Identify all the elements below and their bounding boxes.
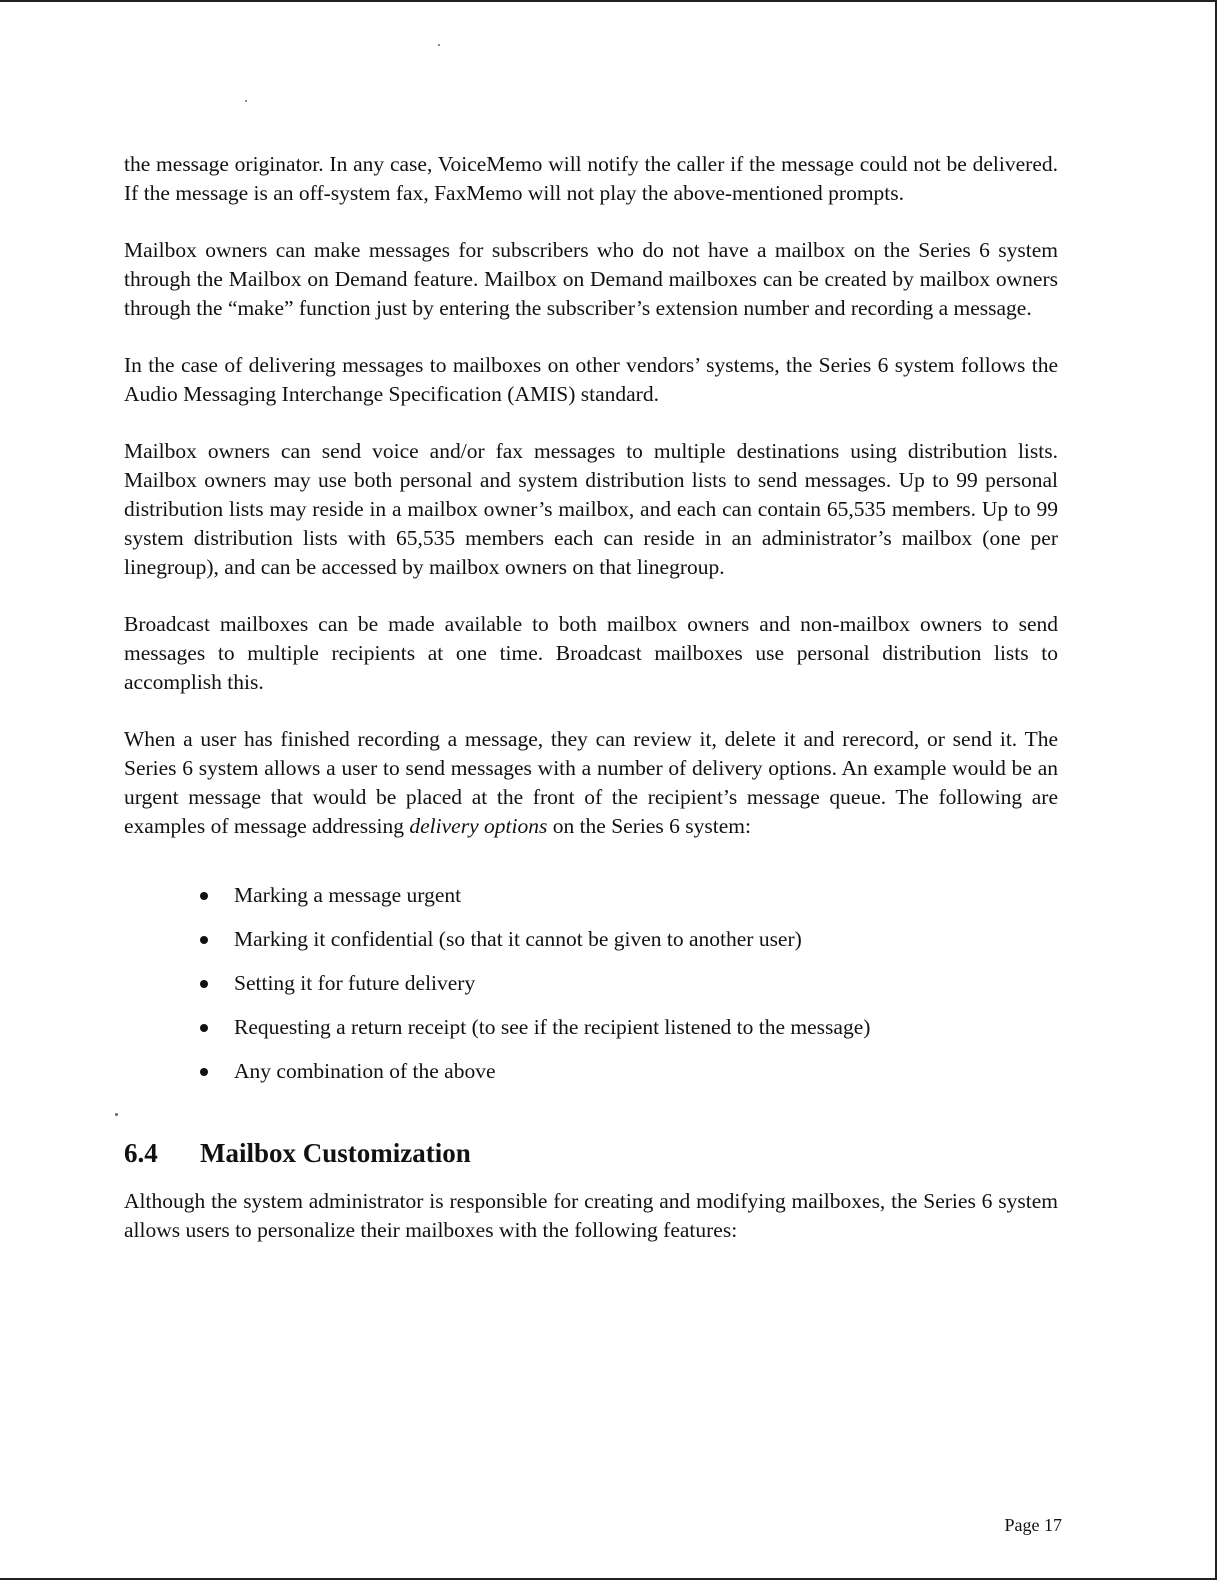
paragraph: Mailbox owners can make messages for subscribers who do not have a mailbox on the Series 6 system through the Mailbox on Demand feature. Mailbox on Demand mailboxes can be created by mailbox owners through the “make” function just by entering the subscriber’s extension number and recording a message. [124, 238, 1058, 320]
list-item-text: Any combination of the above [234, 1059, 496, 1083]
section-number: 6.4 [124, 1138, 158, 1168]
scan-speck [115, 1113, 118, 1116]
section-heading [124, 1138, 1058, 1169]
list-item [124, 925, 1058, 954]
delivery-options-list [124, 881, 1058, 1086]
list-item-text: Setting it for future delivery [234, 971, 476, 995]
list-item [124, 1013, 1058, 1042]
list-item-text: Marking a message urgent [234, 883, 462, 907]
emphasized-term: delivery options [409, 814, 548, 838]
list-item [124, 881, 1058, 910]
section-title: Mailbox Customization [200, 1138, 471, 1168]
paragraph: the message originator. In any case, VoiceMemo will notify the caller if the message could not be delivered. If the message is an off-system fax, FaxMemo will not play the above-mentioned prompts. [124, 152, 1058, 205]
document-body [124, 150, 1058, 1273]
paragraph: In the case of delivering messages to mailboxes on other vendors’ systems, the Series 6 system follows the Audio Messaging Interchange Specification (AMIS) standard. [124, 353, 1058, 406]
bullet-icon [200, 936, 208, 944]
list-item-text: Requesting a return receipt (to see if the recipient listened to the message) [234, 1015, 871, 1039]
bullet-icon [200, 1068, 208, 1076]
list-item-text: Marking it confidential (so that it cannot be given to another user) [234, 927, 802, 951]
paragraph: Although the system administrator is responsible for creating and modifying mailboxes, the Series 6 system allows users to personalize their mailboxes with the following features: [124, 1189, 1058, 1242]
paragraph-text: When a user has finished recording a message, they can review it, delete it and rerecord, or send it. The Series 6 system allows a user to send messages with a number of delivery options. An example would be an urgent message that would be placed at the front of the recipient’s message queue. The following are examples of message addressing [124, 727, 1058, 838]
paragraph-text: on the Series 6 system: [547, 814, 751, 838]
scan-speck [438, 44, 440, 46]
bullet-icon [200, 892, 208, 900]
list-item [124, 1057, 1058, 1086]
page-number: Page 17 [1004, 1515, 1062, 1535]
delivery-options-paragraph [124, 725, 1058, 841]
scan-speck [245, 100, 247, 102]
paragraph: Broadcast mailboxes can be made available to both mailbox owners and non-mailbox owners to send messages to multiple recipients at one time. Broadcast mailboxes use personal distribution lists to accomplish this. [124, 612, 1058, 694]
bullet-icon [200, 980, 208, 988]
paragraph: Mailbox owners can send voice and/or fax messages to multiple destinations using distribution lists. Mailbox owners may use both personal and system distribution lists to send messages. Up to 99 personal distribution lists may reside in a mailbox owner’s mailbox, and each can contain 65,535 members. Up to 99 system distribution lists with 65,535 members each can reside in an administrator’s mailbox (one per linegroup), and can be accessed by mailbox owners on that linegroup. [124, 439, 1058, 579]
list-item [124, 969, 1058, 998]
bullet-icon [200, 1024, 208, 1032]
